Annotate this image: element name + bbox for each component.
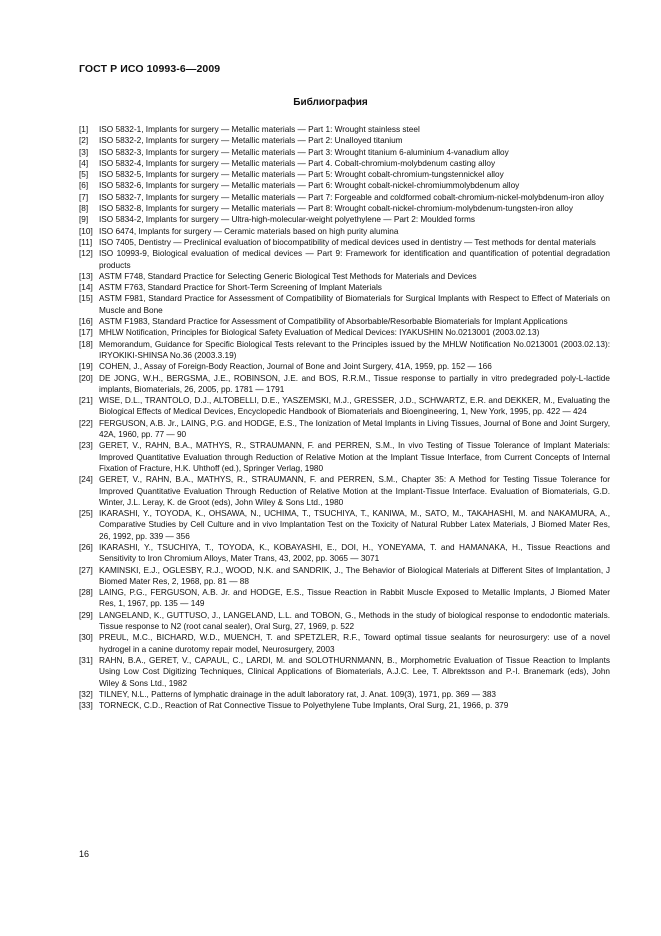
reference-number: [31]	[79, 655, 93, 665]
standard-header: ГОСТ Р ИСО 10993-6—2009	[79, 63, 221, 75]
reference-text: ISO 5832-3, Implants for surgery — Metallic materials — Part 3: Wrought titanium 6-aluminium 4-vanadium alloy	[99, 147, 509, 157]
reference-number: [9]	[79, 215, 89, 225]
reference-number: [6]	[79, 181, 89, 191]
reference-item	[79, 282, 610, 293]
reference-text: Memorandum, Guidance for Specific Biological Tests relevant to the Principles issued by the MHLW Notification No.0213001 (2003.02.13): IRYOKIKI-SHINSA No.36 (2003.3.19)	[99, 339, 610, 360]
reference-item	[79, 271, 610, 282]
reference-number: [4]	[79, 158, 89, 168]
reference-item	[79, 361, 610, 372]
reference-item	[79, 237, 610, 248]
reference-number: [20]	[79, 373, 93, 383]
reference-number: [32]	[79, 689, 93, 699]
reference-item	[79, 147, 610, 158]
reference-text: WISE, D.L., TRANTOLO, D.J., ALTOBELLI, D.E., YASZEMSKI, M.J., GRESSER, J.D., SCHWARTZ, E.R. and DEKKER, M., Evaluating the Biological Effects of Medical Devices, Encyclopedic Handbook of Biomaterials and Bioengineering, 1, New York, 1995, pp. 422 — 424	[99, 396, 610, 417]
reference-number: [11]	[79, 237, 93, 247]
reference-number: [12]	[79, 249, 93, 259]
reference-text: ISO 5832-4, Implants for surgery — Metallic materials — Part 4. Cobalt-chromium-molybdenum casting alloy	[99, 158, 496, 168]
reference-item	[79, 135, 610, 146]
reference-number: [22]	[79, 418, 93, 428]
reference-number: [33]	[79, 701, 93, 711]
reference-number: [13]	[79, 271, 93, 281]
reference-item	[79, 327, 610, 338]
reference-text: COHEN, J., Assay of Foreign-Body Reaction, Journal of Bone and Joint Surgery, 41A, 1959, pp. 152 — 166	[99, 362, 492, 372]
reference-item	[79, 180, 610, 191]
reference-item	[79, 587, 610, 610]
reference-number: [8]	[79, 204, 89, 214]
reference-text: IKARASHI, Y., TOYODA, K., OHSAWA, N., UCHIMA, T., TSUCHIYA, T., KANIWA, M., SATO, M., TAKAHASHI, M. and NAKAMURA, A., Comparative Studies by Cell Culture and in vivo Implantation Test on the Toxicity of Natural Rubber Latex Materials, J Biomed Mater Res, 26, 1992, pp. 339 — 356	[99, 509, 610, 541]
reference-text: ISO 7405, Dentistry — Preclinical evaluation of biocompatibility of medical devices used in dentistry — Test methods for dental materials	[99, 237, 596, 247]
reference-item	[79, 700, 610, 711]
reference-text: ISO 5832-8, Implants for surgery — Metallic materials — Part 8: Wrought cobalt-nickel-chromium-molybdenum-tungsten-iron alloy	[99, 204, 573, 214]
reference-item	[79, 214, 610, 225]
bibliography-title: Библиография	[293, 97, 368, 108]
reference-number: [29]	[79, 610, 93, 620]
reference-number: [25]	[79, 509, 93, 519]
reference-item	[79, 169, 610, 180]
reference-number: [18]	[79, 339, 93, 349]
reference-number: [27]	[79, 565, 93, 575]
reference-item	[79, 158, 610, 169]
reference-text: ISO 5832-2, Implants for surgery — Metallic materials — Part 2: Unalloyed titanium	[99, 136, 403, 146]
reference-text: GERET, V., RAHN, B.A., MATHYS, R., STRAUMANN, F. and PERREN, S.M., Chapter 35: A Method for Testing Tissue Tolerance for Improved Quantitative Evaluation Through Reduction of Relative Motion at the Implant-Tissue Interface. Evaluation of Biomaterials, G.D. Winter, J.L. Leray, K. de Groot (eds), John Wiley & Sons Ltd., 1980	[99, 475, 610, 507]
reference-number: [24]	[79, 475, 93, 485]
reference-text: ISO 5832-5, Implants for surgery — Metallic materials — Part 5: Wrought cobalt-chromium-tungstennickel alloy	[99, 170, 504, 180]
reference-number: [2]	[79, 136, 89, 146]
reference-item	[79, 418, 610, 441]
reference-text: RAHN, B.A., GERET, V., CAPAUL, C., LARDI, M. and SOLOTHURNMANN, B., Morphometric Evaluation of Tissue Reaction to Implants Using Low Cost Digitizing Techniques, Clinical Applications of Biomaterials, A.J.C. Lee, T. Albrektsson and P.-I. Branemark (eds), John Wiley & Sons Ltd., 1982	[99, 655, 610, 688]
reference-text: FERGUSON, A.B. Jr., LAING, P.G. and HODGE, E.S., The Ionization of Metal Implants in Living Tissues, Journal of Bone and Joint Surgery, 42A, 1960, pp. 77 — 90	[99, 418, 610, 440]
reference-number: [7]	[79, 192, 89, 202]
reference-item	[79, 440, 610, 474]
reference-text: TORNECK, C.D., Reaction of Rat Connective Tissue to Polyethylene Tube Implants, Oral Surg, 21, 1966, p. 379	[99, 701, 509, 711]
reference-text: ISO 5832-6, Implants for surgery — Metallic materials — Part 6: Wrought cobalt-nickel-chromiummolybdenum alloy	[99, 181, 520, 191]
reference-list	[79, 124, 610, 711]
reference-number: [10]	[79, 226, 93, 236]
reference-item	[79, 293, 610, 316]
reference-number: [23]	[79, 441, 93, 451]
reference-text: ASTM F981, Standard Practice for Assessment of Compatibility of Biomaterials for Surgical Implants with Respect to Effect of Materials on Muscle and Bone	[99, 294, 610, 315]
reference-number: [17]	[79, 328, 93, 338]
reference-item	[79, 226, 610, 237]
reference-item	[79, 203, 610, 214]
reference-item	[79, 474, 610, 508]
reference-item	[79, 395, 610, 418]
reference-item	[79, 565, 610, 588]
reference-text: DE JONG, W.H., BERGSMA, J.E., ROBINSON, J.E. and BOS, R.R.M., Tissue response to partially in vitro predegraded poly-L-lactide implants, Biomaterials, 26, 2005, pp. 1781 — 1791	[99, 373, 610, 394]
reference-text: ASTM F763, Standard Practice for Short-Term Screening of Implant Materials	[99, 283, 382, 293]
reference-number: [3]	[79, 147, 89, 157]
reference-number: [1]	[79, 125, 89, 134]
reference-number: [15]	[79, 294, 93, 304]
reference-text: ISO 5832-1, Implants for surgery — Metallic materials — Part 1: Wrought stainless steel	[99, 125, 420, 134]
reference-item	[79, 655, 610, 689]
reference-item	[79, 508, 610, 542]
reference-number: [26]	[79, 542, 93, 552]
reference-text: PREUL, M.C., BICHARD, W.D., MUENCH, T. and SPETZLER, R.F., Toward optimal tissue sealants for neurosurgery: use of a novel hydrogel in a canine durotomy repair model, Neurosurgery, 2003	[99, 633, 610, 654]
reference-item	[79, 124, 610, 135]
reference-item	[79, 542, 610, 565]
reference-number: [28]	[79, 588, 93, 598]
reference-item	[79, 339, 610, 362]
reference-number: [16]	[79, 317, 93, 327]
reference-number: [30]	[79, 633, 93, 643]
reference-text: ASTM F1983, Standard Practice for Assessment of Compatibility of Absorbable/Resorbable Biomaterials for Implant Applications	[99, 317, 568, 327]
reference-text: ISO 5834-2, Implants for surgery — Ultra-high-molecular-weight polyethylene — Part 2: Moulded forms	[99, 215, 475, 225]
reference-number: [21]	[79, 396, 93, 406]
reference-number: [14]	[79, 283, 93, 293]
reference-number: [19]	[79, 362, 93, 372]
reference-item	[79, 316, 610, 327]
reference-item	[79, 192, 610, 203]
reference-text: ISO 5832-7, Implants for surgery — Metallic materials — Part 7: Forgeable and coldformed cobalt-chromium-nickel-molybdenum-iron alloy	[99, 192, 604, 202]
reference-text: TILNEY, N.L., Patterns of lymphatic drainage in the adult laboratory rat, J. Anat. 109(3), 1971, pp. 369 — 383	[99, 689, 496, 699]
reference-item	[79, 373, 610, 396]
reference-number: [5]	[79, 170, 89, 180]
reference-item	[79, 689, 610, 700]
reference-text: GERET, V., RAHN, B.A., MATHYS, R., STRAUMANN, F. and PERREN, S.M., In vivo Testing of Tissue Tolerance of Implant Materials: Improved Quantitative Evaluation through Reduction of Relative Motion at the Implant Tissue Interface, from Current Concepts of Internal Fixation of Fracture, H.K. Uhthoff (ed.), Springer Verlag, 1980	[99, 441, 610, 473]
reference-text: LANGELAND, K., GUTTUSO, J., LANGELAND, L.L. and TOBON, G., Methods in the study of biological response to endodontic materials. Tissue response to N2 (root canal sealer), Oral Surg, 27, 1969, p. 522	[99, 610, 610, 632]
page-number: 16	[79, 849, 90, 859]
reference-text: KAMINSKI, E.J., OGLESBY, R.J., WOOD, N.K. and SANDRIK, J., The Behavior of Biological Materials at Different Sites of Implantation, J Biomed Mater Res, 2, 1968, pp. 81 — 88	[99, 565, 610, 586]
reference-item	[79, 632, 610, 655]
reference-text: ASTM F748, Standard Practice for Selecting Generic Biological Test Methods for Materials and Devices	[99, 271, 477, 281]
reference-text: ISO 10993-9, Biological evaluation of medical devices — Part 9: Framework for identification and quantification of potential degradation products	[99, 249, 610, 270]
reference-text: ISO 6474, Implants for surgery — Ceramic materials based on high purity alumina	[99, 226, 399, 236]
reference-item	[79, 248, 610, 271]
reference-text: LAING, P.G., FERGUSON, A.B. Jr. and HODGE, E.S., Tissue Reaction in Rabbit Muscle Exposed to Metallic Implants, J Biomed Mater Res, 1, 1967, pp. 135 — 149	[99, 588, 610, 609]
reference-item	[79, 610, 610, 633]
reference-text: MHLW Notification, Principles for Biological Safety Evaluation of Medical Devices: IYAKUSHIN No.0213001 (2003.02.13)	[99, 328, 540, 338]
reference-text: IKARASHI, Y., TSUCHIYA, T., TOYODA, K., KOBAYASHI, E., DOI, H., YONEYAMA, T. and HAMANAKA, H., Tissue Reactions and Sensitivity to Iron Chromium Alloys, Mater Trans, 43, 2002, pp. 3065 — 3071	[99, 542, 610, 564]
